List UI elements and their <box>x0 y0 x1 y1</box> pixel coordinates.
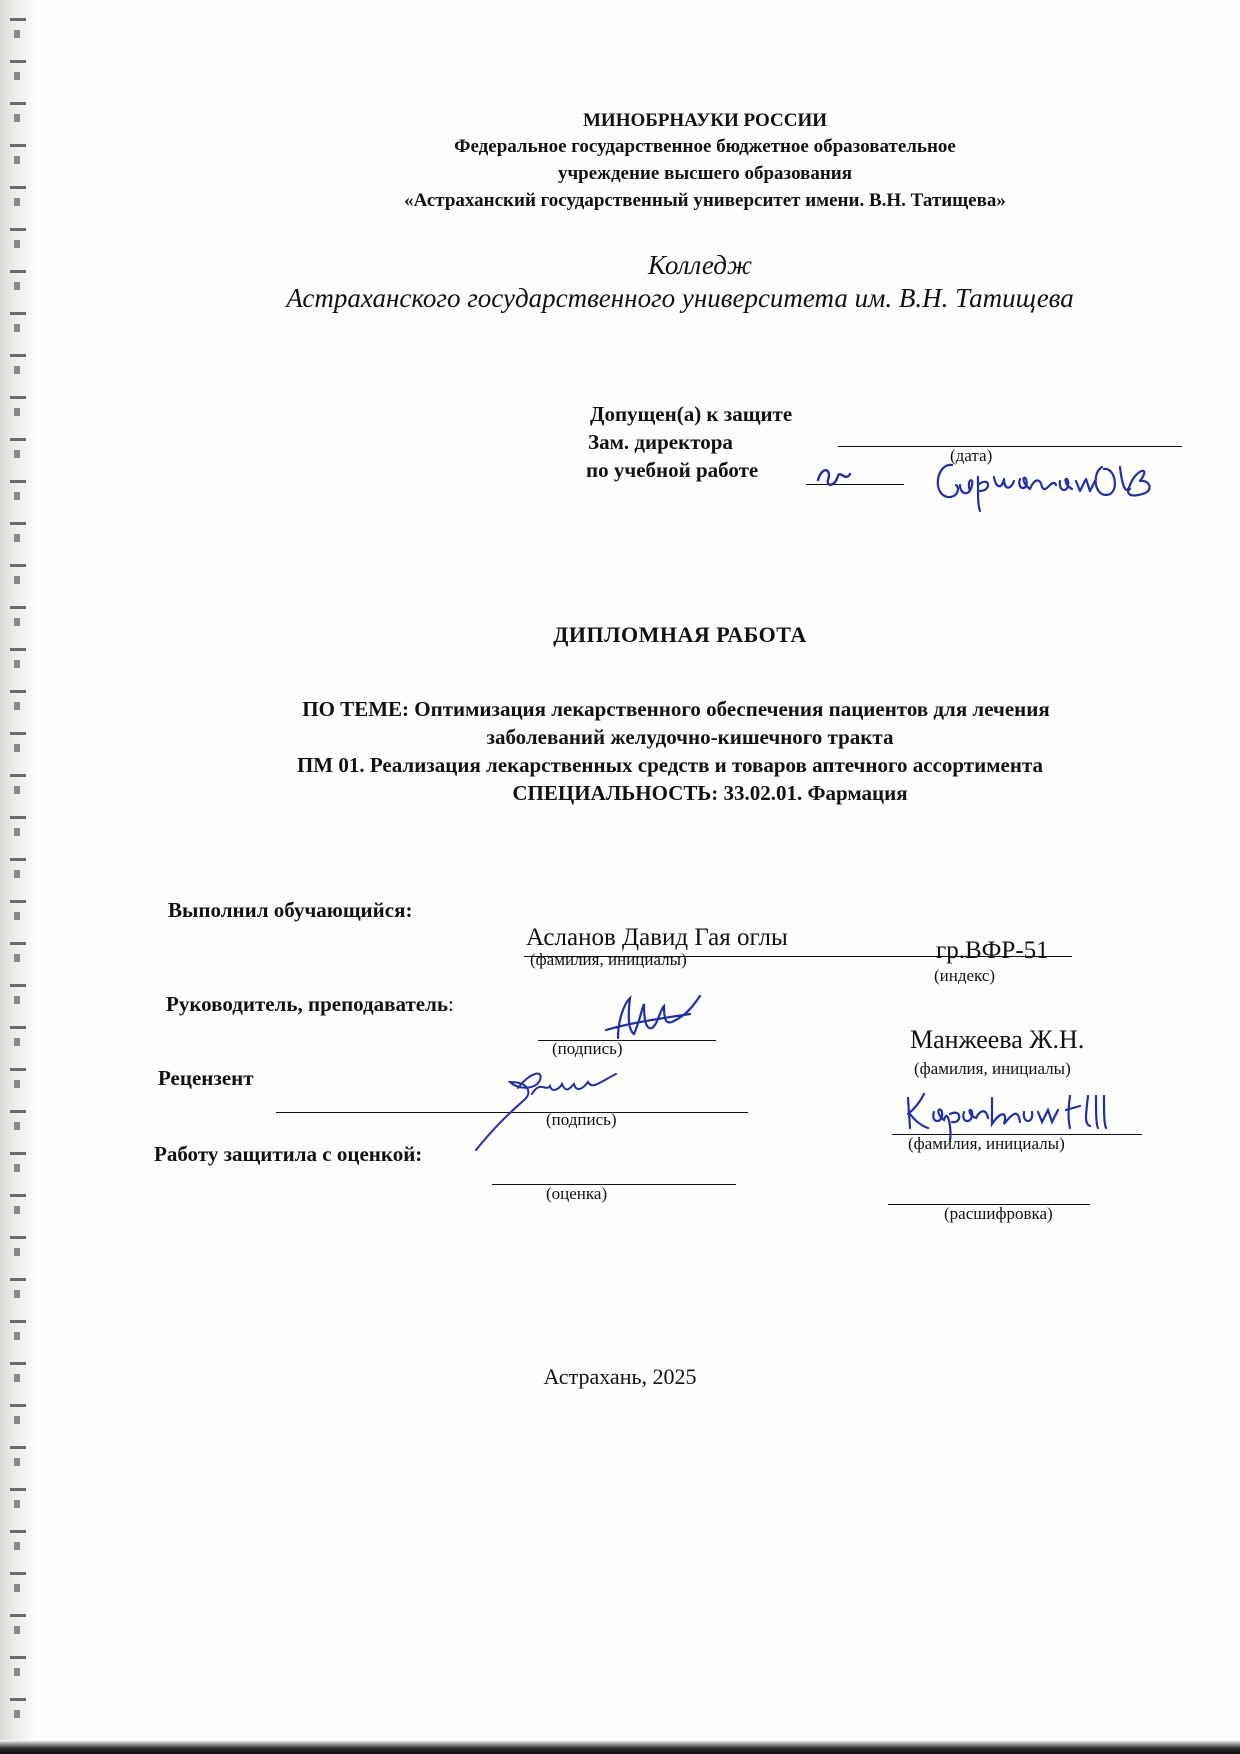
binding-hole <box>14 954 20 962</box>
binding-tick <box>10 564 26 567</box>
student-group: гр.ВФР-51 <box>936 937 1049 964</box>
binding-hole <box>14 324 20 332</box>
binding-hole <box>14 156 20 164</box>
binding-tick <box>10 1656 26 1659</box>
binding-tick <box>10 270 26 273</box>
binding-hole <box>14 996 20 1004</box>
binding-hole <box>14 1248 20 1256</box>
supervisor-colon: : <box>448 992 454 1016</box>
binding-hole <box>14 534 20 542</box>
topic-line-2: заболеваний желудочно-кишечного тракта <box>486 725 894 749</box>
binding-hole <box>14 72 20 80</box>
binding-tick <box>10 186 26 189</box>
binding-tick <box>10 1446 26 1449</box>
binding-hole <box>14 1332 20 1340</box>
binding-hole <box>14 1458 20 1466</box>
university-name: «Астраханский государственный университет имени. В.Н. Татищева» <box>404 190 1006 211</box>
binding-hole <box>14 1080 20 1088</box>
topic-line-1: ПО ТЕМЕ: Оптимизация лекарственного обеспечения пациентов для лечения <box>302 697 1050 721</box>
binding-tick <box>10 1110 26 1113</box>
binding-hole <box>14 870 20 878</box>
binding-tick <box>10 1698 26 1701</box>
binding-tick <box>10 690 26 693</box>
binding-hole <box>14 450 20 458</box>
binding-tick <box>10 522 26 525</box>
college-line-2: Астраханского государственного университета им. В.Н. Татищева <box>286 283 1074 313</box>
deputy-name-signature <box>930 455 1170 515</box>
binding-hole <box>14 744 20 752</box>
reviewer-label: Рецензент <box>158 1066 254 1090</box>
grade-line <box>492 1184 736 1185</box>
reviewer-name-hint: (фамилия, инициалы) <box>908 1134 1065 1153</box>
student-group-hint: (индекс) <box>934 966 996 985</box>
binding-hole <box>14 1038 20 1046</box>
supervisor-sign-hint: (подпись) <box>552 1039 623 1058</box>
binding-tick <box>10 102 26 105</box>
specialty-line: СПЕЦИАЛЬНОСТЬ: 33.02.01. Фармация <box>512 781 908 805</box>
supervisor-signature <box>600 990 710 1052</box>
binding-tick <box>10 942 26 945</box>
binding-tick <box>10 480 26 483</box>
student-name: Асланов Давид Гая оглы <box>526 924 788 951</box>
binding-tick <box>10 1152 26 1155</box>
binding-hole <box>14 702 20 710</box>
binding-hole <box>14 1374 20 1382</box>
binding-tick <box>10 858 26 861</box>
binding-hole <box>14 282 20 290</box>
binding-hole <box>14 1500 20 1508</box>
binding-hole <box>14 1122 20 1130</box>
admission-label: Допущен(а) к защите <box>590 402 793 426</box>
binding-hole <box>14 1164 20 1172</box>
binding-tick <box>10 1320 26 1323</box>
binding-tick <box>10 732 26 735</box>
binding-hole <box>14 786 20 794</box>
module-line: ПМ 01. Реализация лекарственных средств и товаров аптечного ассортимента <box>296 753 1044 777</box>
institution-line-2: учреждение высшего образования <box>557 163 853 184</box>
student-name-hint: (фамилия, инициалы) <box>530 950 687 969</box>
city-year: Астрахань, 2025 <box>543 1364 697 1389</box>
binding-hole <box>14 1668 20 1676</box>
binding-tick <box>10 774 26 777</box>
binding-hole <box>14 912 20 920</box>
binding-hole <box>14 198 20 206</box>
binding-hole <box>14 408 20 416</box>
admission-date-line <box>838 446 1182 447</box>
document-type: ДИПЛОМНАЯ РАБОТА <box>553 622 807 647</box>
binding-hole <box>14 660 20 668</box>
reviewer-signature <box>470 1060 620 1156</box>
academic-work-label: по учебной работе <box>586 458 759 482</box>
binding-tick <box>10 1404 26 1407</box>
binding-tick <box>10 1530 26 1533</box>
binding-tick <box>10 606 26 609</box>
binding-tick <box>10 984 26 987</box>
defense-label: Работу защитила с оценкой: <box>154 1142 423 1166</box>
binding-hole <box>14 114 20 122</box>
binding-hole <box>14 618 20 626</box>
binding-hole <box>14 1416 20 1424</box>
binding-tick <box>10 1236 26 1239</box>
supervisor-label: Руководитель, преподаватель <box>166 992 449 1016</box>
binding-tick <box>10 900 26 903</box>
binding-hole <box>14 240 20 248</box>
college-line-1: Колледж <box>647 250 753 280</box>
binding-tick <box>10 438 26 441</box>
date-hint: (дата) <box>950 446 993 465</box>
binding-hole <box>14 492 20 500</box>
reviewer-name-signature <box>900 1086 1160 1142</box>
binding-tick <box>10 648 26 651</box>
binding-tick <box>10 228 26 231</box>
binding-tick <box>10 60 26 63</box>
binding-tick <box>10 354 26 357</box>
binding-tick <box>10 816 26 819</box>
grade-hint: (оценка) <box>546 1184 608 1203</box>
binding-tick <box>10 1278 26 1281</box>
binding-tick <box>10 1026 26 1029</box>
binding-hole <box>14 828 20 836</box>
supervisor-name: Манжеева Ж.Н. <box>910 1025 1085 1054</box>
binding-tick <box>10 1068 26 1071</box>
binding-hole <box>14 1206 20 1214</box>
binding-hole <box>14 1626 20 1634</box>
deputy-director-label: Зам. директора <box>588 430 733 454</box>
binding-hole <box>14 1542 20 1550</box>
binding-tick <box>10 312 26 315</box>
binding-tick <box>10 144 26 147</box>
scan-edge <box>0 1740 1240 1754</box>
binding-hole <box>14 366 20 374</box>
ministry-heading: МИНОБРНАУКИ РОССИИ <box>582 110 828 131</box>
binding-tick <box>10 1488 26 1491</box>
binding-tick <box>10 396 26 399</box>
decode-hint: (расшифровка) <box>944 1204 1053 1223</box>
binding-hole <box>14 576 20 584</box>
binding-tick <box>10 1614 26 1617</box>
deputy-signature-mark <box>812 460 872 494</box>
student-label: Выполнил обучающийся: <box>168 898 413 922</box>
binding-tick <box>10 1572 26 1575</box>
binding-hole <box>14 1584 20 1592</box>
reviewer-sign-hint: (подпись) <box>546 1110 617 1129</box>
binding-tick <box>10 1194 26 1197</box>
binding-hole <box>14 30 20 38</box>
binding-tick <box>10 1362 26 1365</box>
binding-hole <box>14 1710 20 1718</box>
binding-tick <box>10 18 26 21</box>
supervisor-name-hint: (фамилия, инициалы) <box>914 1059 1071 1078</box>
institution-line-1: Федеральное государственное бюджетное образовательное <box>454 136 956 157</box>
supervisor-label-wrap <box>166 992 454 1017</box>
binding-hole <box>14 1290 20 1298</box>
